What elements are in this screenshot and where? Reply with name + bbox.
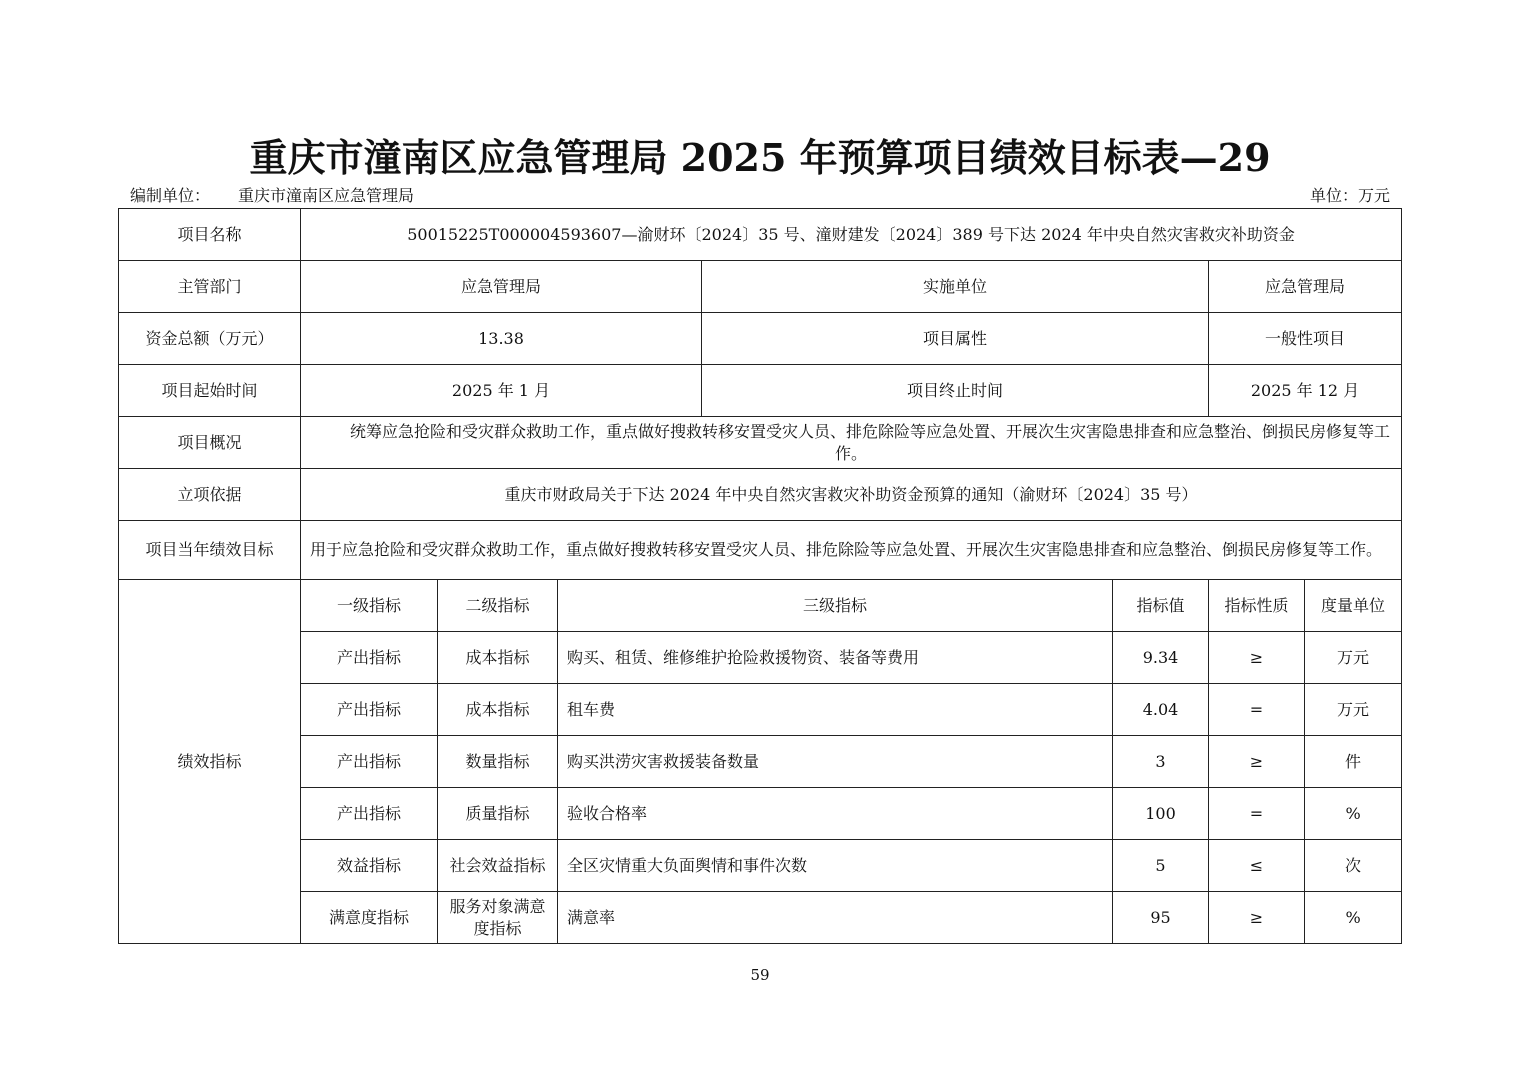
unit-cell: 万元: [1305, 632, 1402, 684]
level2-cell: 数量指标: [438, 736, 558, 788]
header-value: 指标值: [1113, 580, 1209, 632]
header-level2: 二级指标: [438, 580, 558, 632]
goal-value: 用于应急抢险和受灾群众救助工作，重点做好搜救转移安置受灾人员、排危除险等应急处置、开展次生灾害隐患排查和应急整治、倒损民房修复等工作。: [301, 521, 1402, 580]
fund-label: 资金总额（万元）: [119, 313, 301, 365]
nature-cell: =: [1209, 684, 1305, 736]
overview-label: 项目概况: [119, 417, 301, 469]
table-row: [119, 892, 1402, 944]
level1-cell: 产出指标: [301, 736, 438, 788]
unit-cell: 次: [1305, 840, 1402, 892]
level2-cell: 社会效益指标: [438, 840, 558, 892]
compiler-label: 编制单位：: [130, 186, 211, 205]
level3-cell: 购买洪涝灾害救援装备数量: [558, 736, 1113, 788]
end-label: 项目终止时间: [702, 365, 1209, 417]
dept-value: 应急管理局: [301, 261, 702, 313]
unit-label: 单位：万元: [1309, 186, 1390, 205]
row-time: [119, 365, 1402, 417]
level3-cell: 全区灾情重大负面舆情和事件次数: [558, 840, 1113, 892]
start-value: 2025 年 1 月: [301, 365, 702, 417]
level3-cell: 验收合格率: [558, 788, 1113, 840]
page-number: 59: [750, 966, 770, 984]
impl-label: 实施单位: [702, 261, 1209, 313]
start-label: 项目起始时间: [119, 365, 301, 417]
nature-cell: ≥: [1209, 632, 1305, 684]
header-unit: 度量单位: [1305, 580, 1402, 632]
level2-cell: 服务对象满意度指标: [438, 892, 558, 944]
document-title: 重庆市潼南区应急管理局 2025 年预算项目绩效目标表—29: [249, 135, 1271, 180]
unit-cell: 件: [1305, 736, 1402, 788]
row-fund: [119, 313, 1402, 365]
end-value: 2025 年 12 月: [1209, 365, 1402, 417]
dept-label: 主管部门: [119, 261, 301, 313]
header-level3: 三级指标: [558, 580, 1113, 632]
row-goal: [119, 521, 1402, 580]
level1-cell: 效益指标: [301, 840, 438, 892]
row-overview: [119, 417, 1402, 469]
basis-value: 重庆市财政局关于下达 2024 年中央自然灾害救灾补助资金预算的通知（渝财环〔2024〕35 号）: [301, 469, 1402, 521]
compiler-value: 重庆市潼南区应急管理局: [238, 186, 415, 205]
table-row: [119, 840, 1402, 892]
overview-value: 统筹应急抢险和受灾群众救助工作，重点做好搜救转移安置受灾人员、排危除险等应急处置、开展次生灾害隐患排查和应急整治、倒损民房修复等工作。: [301, 417, 1402, 469]
level2-cell: 成本指标: [438, 684, 558, 736]
nature-cell: ≥: [1209, 892, 1305, 944]
attr-value: 一般性项目: [1209, 313, 1402, 365]
value-cell: 3: [1113, 736, 1209, 788]
row-department: [119, 261, 1402, 313]
project-name-label: 项目名称: [119, 209, 301, 261]
unit-cell: %: [1305, 788, 1402, 840]
value-cell: 95: [1113, 892, 1209, 944]
level2-cell: 成本指标: [438, 632, 558, 684]
indicator-header-row: [119, 580, 1402, 632]
fund-value: 13.38: [301, 313, 702, 365]
performance-table: [118, 208, 1402, 944]
header-nature: 指标性质: [1209, 580, 1305, 632]
goal-label: 项目当年绩效目标: [119, 521, 301, 580]
basis-label: 立项依据: [119, 469, 301, 521]
level1-cell: 产出指标: [301, 632, 438, 684]
value-cell: 100: [1113, 788, 1209, 840]
table-row: [119, 788, 1402, 840]
level3-cell: 购买、租赁、维修维护抢险救援物资、装备等费用: [558, 632, 1113, 684]
value-cell: 9.34: [1113, 632, 1209, 684]
indicator-section-label: 绩效指标: [119, 580, 301, 944]
nature-cell: ≤: [1209, 840, 1305, 892]
nature-cell: =: [1209, 788, 1305, 840]
table-row: [119, 632, 1402, 684]
unit-cell: 万元: [1305, 684, 1402, 736]
row-basis: [119, 469, 1402, 521]
row-project-name: [119, 209, 1402, 261]
level1-cell: 满意度指标: [301, 892, 438, 944]
value-cell: 5: [1113, 840, 1209, 892]
attr-label: 项目属性: [702, 313, 1209, 365]
compiler-line: [130, 185, 414, 207]
level1-cell: 产出指标: [301, 788, 438, 840]
level3-cell: 满意率: [558, 892, 1113, 944]
level2-cell: 质量指标: [438, 788, 558, 840]
nature-cell: ≥: [1209, 736, 1305, 788]
table-row: [119, 684, 1402, 736]
level3-cell: 租车费: [558, 684, 1113, 736]
impl-value: 应急管理局: [1209, 261, 1402, 313]
project-name-value: 50015225T000004593607—渝财环〔2024〕35 号、潼财建发〔2024〕389 号下达 2024 年中央自然灾害救灾补助资金: [301, 209, 1402, 261]
table-row: [119, 736, 1402, 788]
unit-cell: %: [1305, 892, 1402, 944]
value-cell: 4.04: [1113, 684, 1209, 736]
level1-cell: 产出指标: [301, 684, 438, 736]
header-level1: 一级指标: [301, 580, 438, 632]
